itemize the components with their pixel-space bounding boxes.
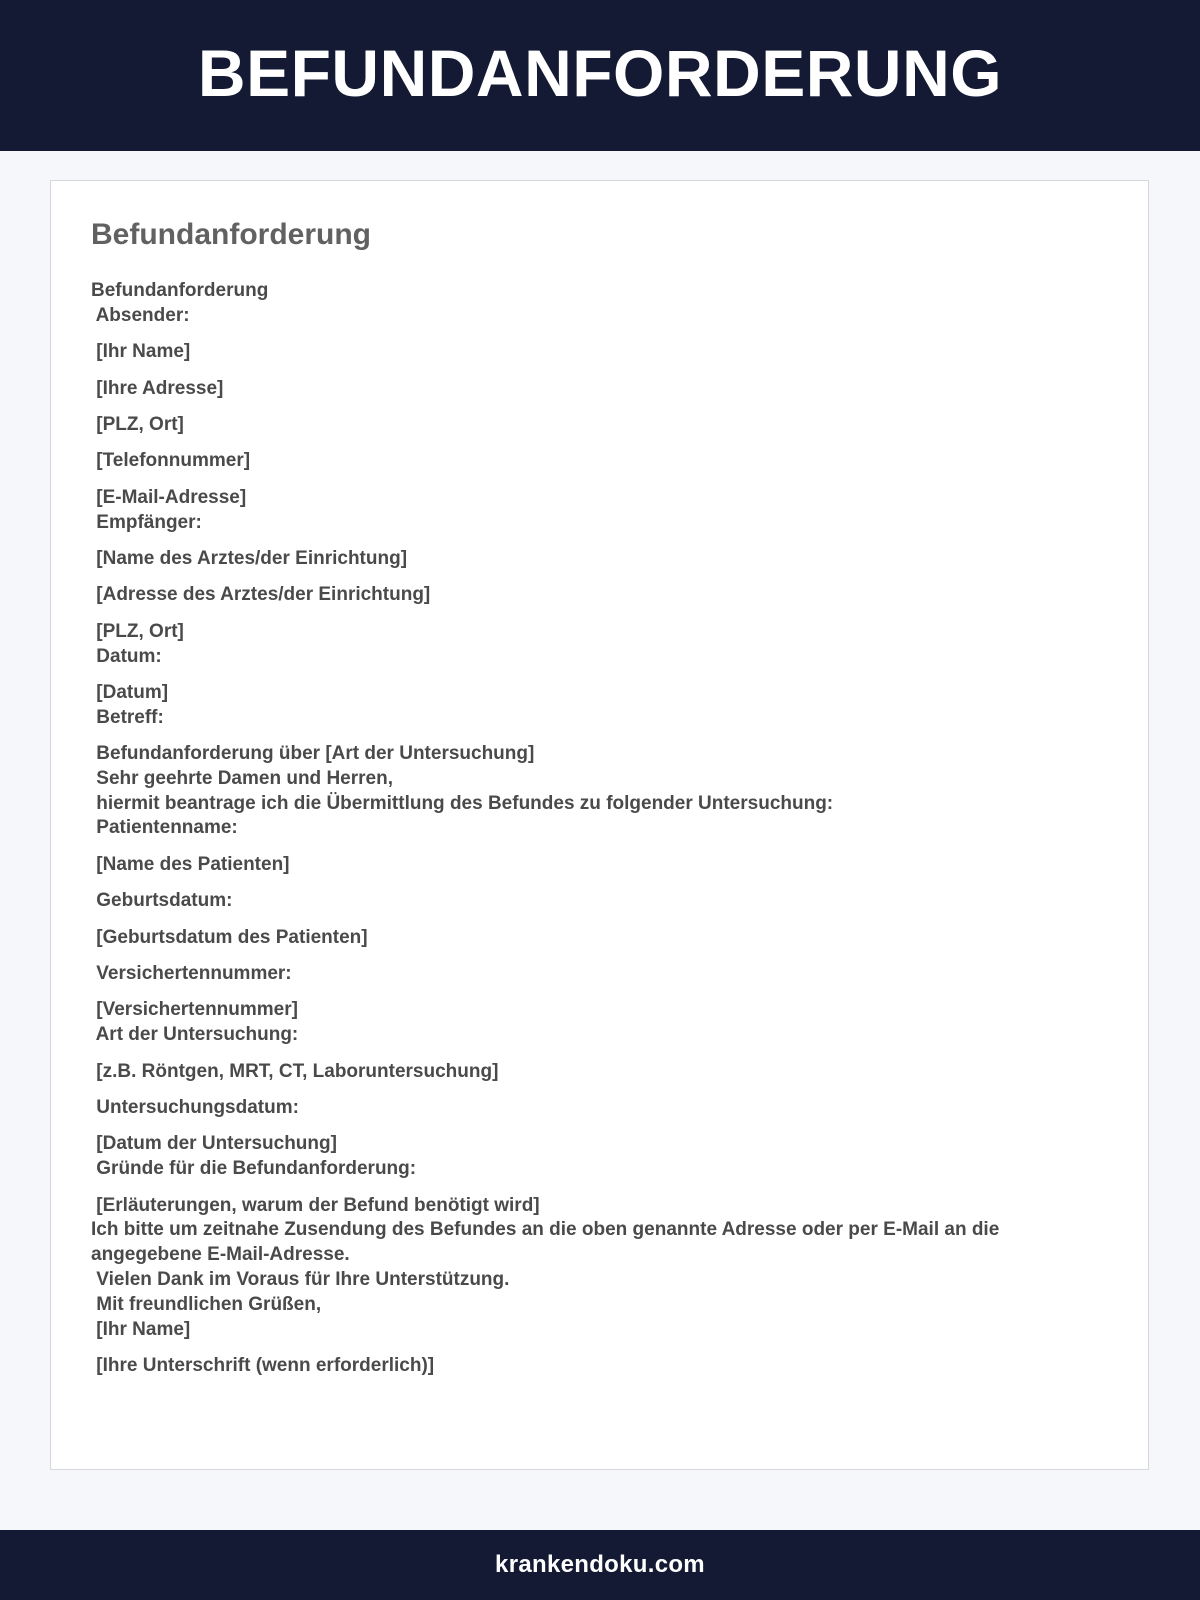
document-line: [Geburtsdatum des Patienten] — [91, 926, 368, 948]
header-title: BEFUNDANFORDERUNG — [197, 35, 1003, 110]
document-line: Absender: — [91, 304, 190, 326]
document-line: [Name des Patienten] — [91, 853, 290, 875]
document-line: Ich bitte um zeitnahe Zusendung des Befundes an die oben genannte Adresse oder per E-Mail an die angegebene E-Mail-Adresse. — [91, 1219, 1000, 1266]
document-card — [50, 180, 1149, 1470]
document-line: Gründe für die Befundanforderung: — [91, 1158, 417, 1180]
document-line: [Ihre Adresse] — [91, 377, 224, 399]
document-line: Untersuchungsdatum: — [91, 1097, 299, 1119]
document-line: [Ihr Name] — [91, 1318, 191, 1340]
document-line: [Erläuterungen, warum der Befund benötigt wird] — [91, 1194, 540, 1216]
document-line: [PLZ, Ort] — [91, 620, 184, 642]
document-line: Patientenname: — [91, 817, 238, 839]
document-line: [E-Mail-Adresse] — [91, 486, 247, 508]
document-line: [Datum der Untersuchung] — [91, 1133, 337, 1155]
page-header — [0, 0, 1200, 151]
document-line: Mit freundlichen Grüßen, — [91, 1293, 322, 1315]
document-line: [Telefonnummer] — [91, 450, 251, 472]
document-line: Befundanforderung über [Art der Untersuchung] — [91, 743, 535, 765]
document-line: hiermit beantrage ich die Übermittlung des Befundes zu folgender Untersuchung: — [91, 792, 834, 814]
document-line: [Versichertennummer] — [91, 999, 298, 1021]
document-line: Art der Untersuchung: — [91, 1024, 299, 1046]
document-line: Sehr geehrte Damen und Herren, — [91, 767, 393, 789]
document-title: Befundanforderung — [91, 218, 371, 251]
document-line: [Ihr Name] — [91, 341, 191, 363]
document-line: Datum: — [91, 645, 162, 667]
document-line: Versichertennummer: — [91, 963, 292, 985]
page-footer — [0, 1530, 1200, 1600]
document-line: [Name des Arztes/der Einrichtung] — [91, 547, 408, 569]
document-line: [PLZ, Ort] — [91, 413, 184, 435]
document-line: [Ihre Unterschrift (wenn erforderlich)] — [91, 1354, 435, 1376]
document-line: [z.B. Röntgen, MRT, CT, Laboruntersuchung] — [91, 1060, 499, 1082]
document-line: Befundanforderung — [91, 280, 269, 301]
document-line: Vielen Dank im Voraus für Ihre Unterstützung. — [91, 1268, 510, 1290]
document-body — [91, 279, 1111, 1379]
document-line: Betreff: — [91, 706, 164, 728]
document-line: [Adresse des Arztes/der Einrichtung] — [91, 584, 431, 606]
document-line: [Datum] — [91, 681, 169, 703]
document-line: Geburtsdatum: — [91, 890, 233, 912]
footer-site-name: krankendoku.com — [495, 1551, 705, 1578]
document-line: Empfänger: — [91, 511, 202, 533]
